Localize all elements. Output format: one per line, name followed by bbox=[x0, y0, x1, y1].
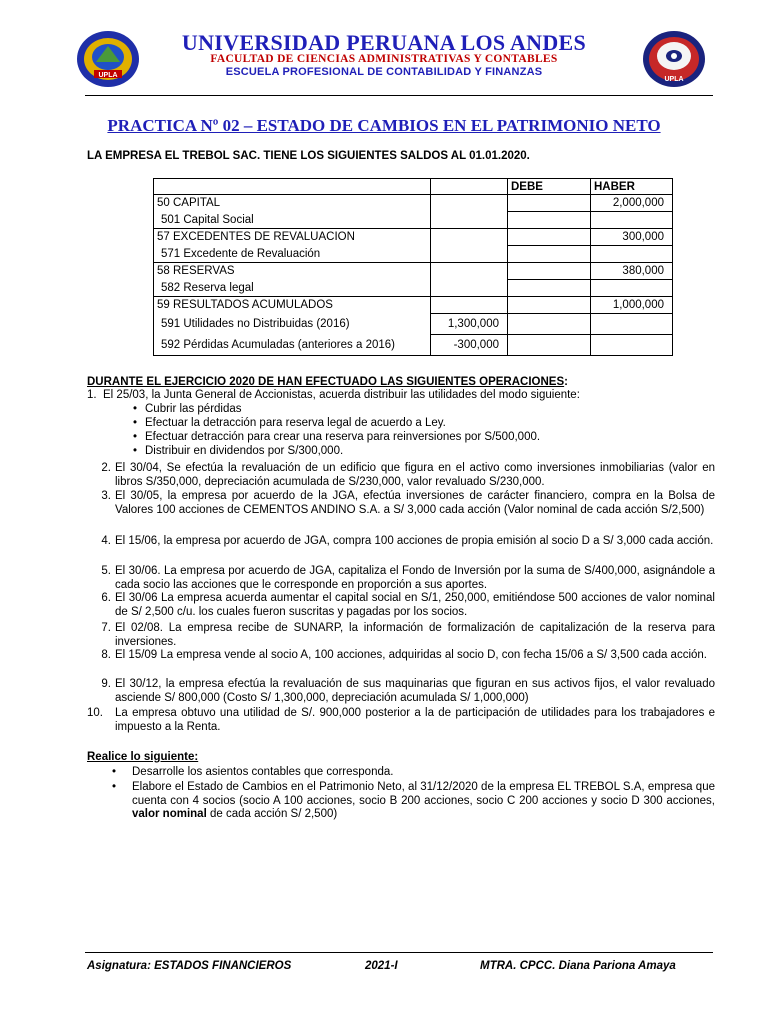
account-cell: 571 Excedente de Revaluación bbox=[154, 246, 431, 263]
operation-text: El 02/08. La empresa recibe de SUNARP, la información de formalización de capitalización de la reserva para inversiones. bbox=[115, 622, 715, 648]
account-cell: 57 EXCEDENTES DE REVALUACION bbox=[154, 229, 431, 246]
task-text: Desarrolle los asientos contables que corresponda. bbox=[132, 766, 394, 778]
detail-cell bbox=[431, 229, 508, 246]
table-header-row bbox=[154, 179, 673, 195]
operation-item bbox=[87, 462, 715, 490]
op1-bullet bbox=[133, 403, 242, 417]
tasks-heading: Realice lo siguiente: bbox=[87, 751, 199, 763]
op1-bullet-text: Efectuar detracción para crear una reserva para reinversiones por S/500,000. bbox=[145, 431, 541, 443]
detail-cell: -300,000 bbox=[431, 335, 508, 356]
debe-cell bbox=[508, 263, 591, 280]
account-cell: 501 Capital Social bbox=[154, 212, 431, 229]
op1-bullet-text: Cubrir las pérdidas bbox=[145, 403, 242, 415]
table-header-debe: DEBE bbox=[508, 179, 591, 195]
school-name: ESCUELA PROFESIONAL DE CONTABILIDAD Y FINANZAS bbox=[225, 66, 543, 78]
operation-number: 7. bbox=[101, 622, 111, 634]
operations-heading bbox=[87, 376, 568, 388]
balance-table bbox=[153, 178, 673, 356]
detail-cell bbox=[431, 297, 508, 314]
table-row bbox=[154, 335, 673, 356]
bullet-icon: • bbox=[133, 403, 138, 415]
detail-cell bbox=[431, 212, 508, 229]
debe-cell bbox=[508, 280, 591, 297]
detail-cell bbox=[431, 263, 508, 280]
operation-number: 6. bbox=[101, 592, 111, 604]
operation-item bbox=[87, 649, 715, 677]
operations-heading-colon: : bbox=[564, 376, 568, 388]
task-item bbox=[112, 766, 715, 780]
footer-subject-label: Asignatura: bbox=[87, 960, 151, 972]
op1-bullet-text: Distribuir en dividendos por S/300,000. bbox=[145, 445, 344, 457]
haber-cell bbox=[591, 314, 673, 335]
university-name: UNIVERSIDAD PERUANA LOS ANDES bbox=[181, 30, 587, 55]
table-row bbox=[154, 246, 673, 263]
bullet-icon: • bbox=[133, 431, 138, 443]
account-cell: 59 RESULTADOS ACUMULADOS bbox=[154, 297, 431, 314]
debe-cell bbox=[508, 195, 591, 212]
table-row bbox=[154, 195, 673, 212]
table-row bbox=[154, 314, 673, 335]
operation-item bbox=[87, 565, 715, 593]
debe-cell bbox=[508, 314, 591, 335]
table-row bbox=[154, 229, 673, 246]
haber-cell: 300,000 bbox=[591, 229, 673, 246]
operation-number: 4. bbox=[101, 535, 111, 547]
operation-text: El 30/06 La empresa acuerda aumentar el capital social en S/1, 250,000, emitiéndose 500 acciones de valor nominal de S/ 2,500 c/u. los cuales fueron suscritas y pagadas por los socios. bbox=[115, 592, 715, 618]
account-cell: 50 CAPITAL bbox=[154, 195, 431, 212]
operations-heading-text: DURANTE EL EJERCICIO 2020 DE HAN EFECTUADO LAS SIGUIENTES OPERACIONES bbox=[87, 376, 565, 388]
debe-cell bbox=[508, 229, 591, 246]
task-text-tail: de cada acción S/ 2,500) bbox=[206, 808, 338, 821]
operation-item bbox=[87, 707, 715, 735]
detail-cell: 1,300,000 bbox=[431, 314, 508, 335]
table-header-cell bbox=[431, 179, 508, 195]
operation-item bbox=[87, 490, 715, 532]
operation-number: 1. bbox=[87, 389, 97, 401]
haber-cell bbox=[591, 212, 673, 229]
account-cell: 591 Utilidades no Distribuidas (2016) bbox=[154, 314, 431, 335]
operation-item bbox=[87, 592, 715, 620]
haber-cell bbox=[591, 335, 673, 356]
operation-text: La empresa obtuvo una utilidad de S/. 900,000 posterior a la de participación de utilidades para los trabajadores e impuesto a la Renta. bbox=[115, 707, 715, 733]
table-header-haber: HABER bbox=[591, 179, 673, 195]
op1-bullet-text: Efectuar la detracción para reserva legal de acuerdo a Ley. bbox=[145, 417, 446, 429]
table-row bbox=[154, 263, 673, 280]
operation-text: El 30/04, Se efectúa la revaluación de un edificio que figura en el activo como inversiones inmobiliarias (valor en libros S/350,000, depreciación acumulada de S/230,000, valor revaluado S/230,000. bbox=[115, 462, 715, 488]
table-header-cell bbox=[154, 179, 431, 195]
operation-item bbox=[87, 389, 715, 403]
operation-text: El 30/05, la empresa por acuerdo de la JGA, efectúa inversiones de carácter financiero, compra en la Bolsa de Valores 100 acciones de CEMENTOS ANDINO S.A. a S/ 3,000 cada acción (Valor nominal de cada acción S/2,500) bbox=[115, 490, 715, 516]
table-row bbox=[154, 297, 673, 314]
footer-divider bbox=[85, 952, 713, 953]
table-row bbox=[154, 212, 673, 229]
account-cell: 592 Pérdidas Acumuladas (anteriores a 2016) bbox=[154, 335, 431, 356]
footer-period: 2021-I bbox=[365, 960, 398, 972]
operation-item bbox=[87, 678, 715, 706]
debe-cell bbox=[508, 246, 591, 263]
detail-cell bbox=[431, 280, 508, 297]
table-row bbox=[154, 280, 673, 297]
operation-item bbox=[87, 622, 715, 650]
operation-number: 8. bbox=[101, 649, 111, 661]
footer-subject bbox=[87, 960, 291, 972]
bullet-icon: • bbox=[112, 766, 117, 778]
footer-subject-value: ESTADOS FINANCIEROS bbox=[154, 960, 292, 972]
faculty-name: FACULTAD DE CIENCIAS ADMINISTRATIVAS Y CONTABLES bbox=[210, 53, 558, 65]
logo-left-text: UPLA bbox=[98, 72, 118, 79]
operation-text: El 25/03, la Junta General de Accionistas, acuerda distribuir las utilidades del modo siguiente: bbox=[103, 389, 580, 401]
account-cell: 58 RESERVAS bbox=[154, 263, 431, 280]
account-cell: 582 Reserva legal bbox=[154, 280, 431, 297]
haber-cell: 380,000 bbox=[591, 263, 673, 280]
operation-text: El 30/12, la empresa efectúa la revaluación de sus maquinarias que figuran en sus activos fijos, el valor revaluado asciende S/ 800,000 (Costo S/ 1,300,000, depreciación acumulada S/ 1,000,000) bbox=[115, 678, 715, 704]
task-text-main: Elabore el Estado de Cambios en el Patrimonio Neto, al 31/12/2020 de la empresa EL TREBOL S.A, empresa que cuenta con 4 socios (socio A 100 acciones, socio B 200 acciones, socio C 200 acciones y socio D 300 acciones, bbox=[132, 781, 715, 807]
bullet-icon: • bbox=[133, 417, 138, 429]
debe-cell bbox=[508, 335, 591, 356]
task-text bbox=[132, 781, 715, 822]
logo-right-text: UPLA bbox=[664, 76, 684, 83]
detail-cell bbox=[431, 195, 508, 212]
operation-number: 5. bbox=[101, 565, 111, 577]
header-divider bbox=[85, 95, 713, 96]
operation-text: El 15/06, la empresa por acuerdo de JGA, compra 100 acciones de propia emisión al socio D a S/ 3,000 cada acción. bbox=[115, 535, 714, 547]
operation-number: 3. bbox=[101, 490, 111, 502]
intro-text: LA EMPRESA EL TREBOL SAC. TIENE LOS SIGUIENTES SALDOS AL 01.01.2020. bbox=[87, 150, 530, 162]
debe-cell bbox=[508, 212, 591, 229]
op1-bullet bbox=[133, 417, 446, 431]
operation-text: El 30/06. La empresa por acuerdo de JGA, capitaliza el Fondo de Inversión por la suma de S/400,000, asignándole a cada socio las acciones que le corresponde en proporción a sus aportes. bbox=[115, 565, 715, 591]
detail-cell bbox=[431, 246, 508, 263]
operation-number: 9. bbox=[101, 678, 111, 690]
task-item bbox=[112, 781, 715, 823]
operation-number: 10. bbox=[87, 707, 103, 719]
task-text-bold: valor nominal bbox=[132, 808, 207, 821]
debe-cell bbox=[508, 297, 591, 314]
document-title: PRACTICA Nº 02 – ESTADO DE CAMBIOS EN EL PATRIMONIO NETO bbox=[107, 116, 661, 135]
haber-cell bbox=[591, 246, 673, 263]
haber-cell: 1,000,000 bbox=[591, 297, 673, 314]
operation-number: 2. bbox=[101, 462, 111, 474]
footer-teacher: MTRA. CPCC. Diana Pariona Amaya bbox=[480, 960, 676, 972]
operation-item bbox=[87, 535, 715, 563]
operation-text: El 15/09 La empresa vende al socio A, 100 acciones, adquiridas al socio D, con fecha 15/06 a S/ 3,500 cada acción. bbox=[115, 649, 707, 661]
bullet-icon: • bbox=[133, 445, 138, 457]
haber-cell: 2,000,000 bbox=[591, 195, 673, 212]
bullet-icon: • bbox=[112, 781, 117, 793]
op1-bullet bbox=[133, 445, 343, 459]
haber-cell bbox=[591, 280, 673, 297]
op1-bullet bbox=[133, 431, 540, 445]
